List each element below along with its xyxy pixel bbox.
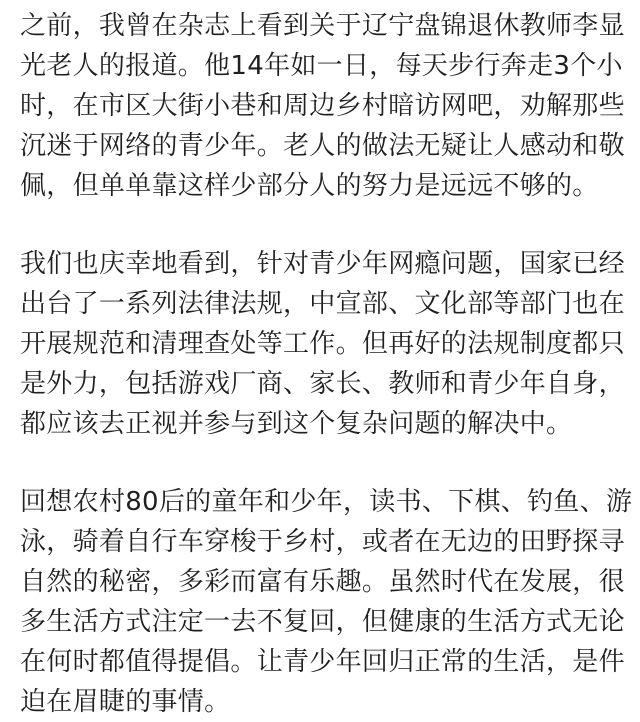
text-line: 之前，我曾在杂志上看到关于辽宁盘锦退休教师李显 [20, 11, 625, 41]
text-line: 我们也庆幸地看到，针对青少年网瘾问题，国家已经 [20, 249, 625, 279]
text-line: 是外力，包括游戏厂商、家长、教师和青少年自身， [20, 369, 625, 399]
paragraph-2 [20, 244, 624, 444]
paragraph-1 [20, 6, 624, 206]
text-line: 在何时都值得提倡。让青少年回归正常的生活，是件 [20, 647, 625, 677]
text-line: 多生活方式注定一去不复回，但健康的生活方式无论 [20, 607, 625, 637]
paragraph-spacer [20, 206, 624, 244]
paragraph-spacer [20, 444, 624, 482]
article-body [20, 6, 633, 722]
text-line: 泳，骑着自行车穿梭于乡村，或者在无边的田野探寻 [20, 527, 625, 557]
text-line: 沉迷于网络的青少年。老人的做法无疑让人感动和敬 [20, 131, 625, 161]
text-line: 佩，但单单靠这样少部分人的努力是远远不够的。 [20, 171, 599, 201]
text-line: 回想农村80后的童年和少年，读书、下棋、钓鱼、游 [20, 487, 633, 517]
paragraph-3 [20, 482, 633, 722]
text-line: 自然的秘密，多彩而富有乐趣。虽然时代在发展，很 [20, 567, 625, 597]
text-line: 都应该去正视并参与到这个复杂问题的解决中。 [20, 409, 573, 439]
text-line: 迫在眉睫的事情。 [20, 687, 231, 717]
text-line: 出台了一系列法律法规，中宣部、文化部等部门也在 [20, 289, 625, 319]
text-line: 光老人的报道。他14年如一日，每天步行奔走3个小 [20, 51, 623, 81]
text-line: 时，在市区大街小巷和周边乡村暗访网吧，劝解那些 [20, 91, 625, 121]
text-line: 开展规范和清理查处等工作。但再好的法规制度都只 [20, 329, 625, 359]
